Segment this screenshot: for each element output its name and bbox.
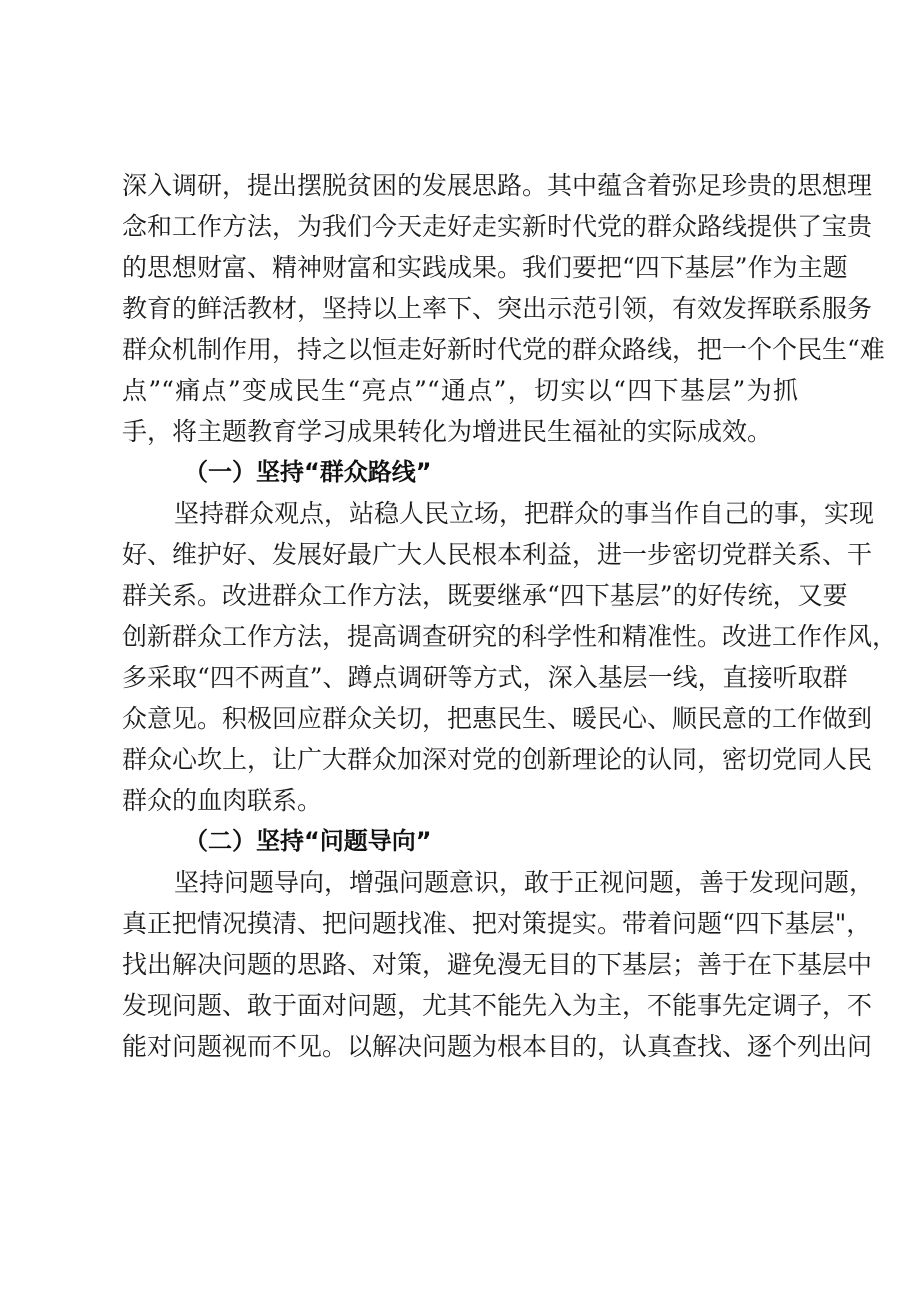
paragraph-line: 深入调研，提出摆脱贫困的发展思路。其中蕴含着弥足珍贵的思想理 [122, 171, 873, 200]
document-body [122, 165, 898, 1067]
paragraph-line: 创新群众工作方法，提高调查研究的科学性和精准性。改进工作作风， [122, 622, 898, 651]
paragraph-3 [122, 862, 875, 1067]
paragraph-line: 多采取“四不两直”、蹲点调研等方式，深入基层一线，直接听取群 [122, 663, 848, 692]
paragraph-line: 能对问题视而不见。以解决问题为根本目的，认真查找、逐个列出问 [122, 1032, 873, 1061]
paragraph-line: 群众机制作用，持之以恒走好新时代党的群众路线，把一个个民生“难 [122, 335, 885, 364]
paragraph-1 [122, 165, 885, 452]
paragraph-line: 坚持群众观点，站稳人民立场，把群众的事当作自己的事，实现 [174, 499, 875, 528]
paragraph-line: 真正把情况摸清、把问题找准、把对策提实。带着问题“四下基层"， [122, 909, 872, 938]
paragraph-line: 点”“痛点”变成民生“亮点”“通点”，切实以“四下基层”为抓 [122, 376, 798, 405]
paragraph-line: 念和工作方法，为我们今天走好走实新时代党的群众路线提供了宝贵 [122, 212, 873, 241]
paragraph-line: 众意见。积极回应群众关切，把惠民生、暖民心、顺民意的工作做到 [122, 704, 873, 733]
paragraph-line: 群众的血肉联系。 [122, 786, 323, 815]
paragraph-line: 群众心坎上，让广大群众加深对党的创新理论的认同，密切党同人民 [122, 745, 873, 774]
paragraph-line: 找出解决问题的思路、对策，避免漫无目的下基层；善于在下基层中 [122, 950, 873, 979]
paragraph-2 [122, 493, 898, 821]
paragraph-line: 教育的鲜活教材，坚持以上率下、突出示范引领，有效发挥联系服务 [122, 294, 873, 323]
paragraph-line: 好、维护好、发展好最广大人民根本利益，进一步密切党群关系、干 [122, 540, 873, 569]
section-heading-1: （一）坚持“群众路线” [184, 458, 432, 486]
paragraph-line: 群关系。改进群众工作方法，既要继承“四下基层”的好传统，又要 [122, 581, 848, 610]
section-heading-2: （二）坚持“问题导向” [184, 827, 432, 855]
paragraph-line: 手，将主题教育学习成果转化为增进民生福祉的实际成效。 [122, 417, 773, 446]
paragraph-line: 的思想财富、精神财富和实践成果。我们要把“四下基层”作为主题 [122, 253, 848, 282]
paragraph-line: 发现问题、敢于面对问题，尤其不能先入为主，不能事先定调子，不 [122, 991, 873, 1020]
paragraph-line: 坚持问题导向，增强问题意识，敢于正视问题，善于发现问题， [174, 868, 875, 897]
